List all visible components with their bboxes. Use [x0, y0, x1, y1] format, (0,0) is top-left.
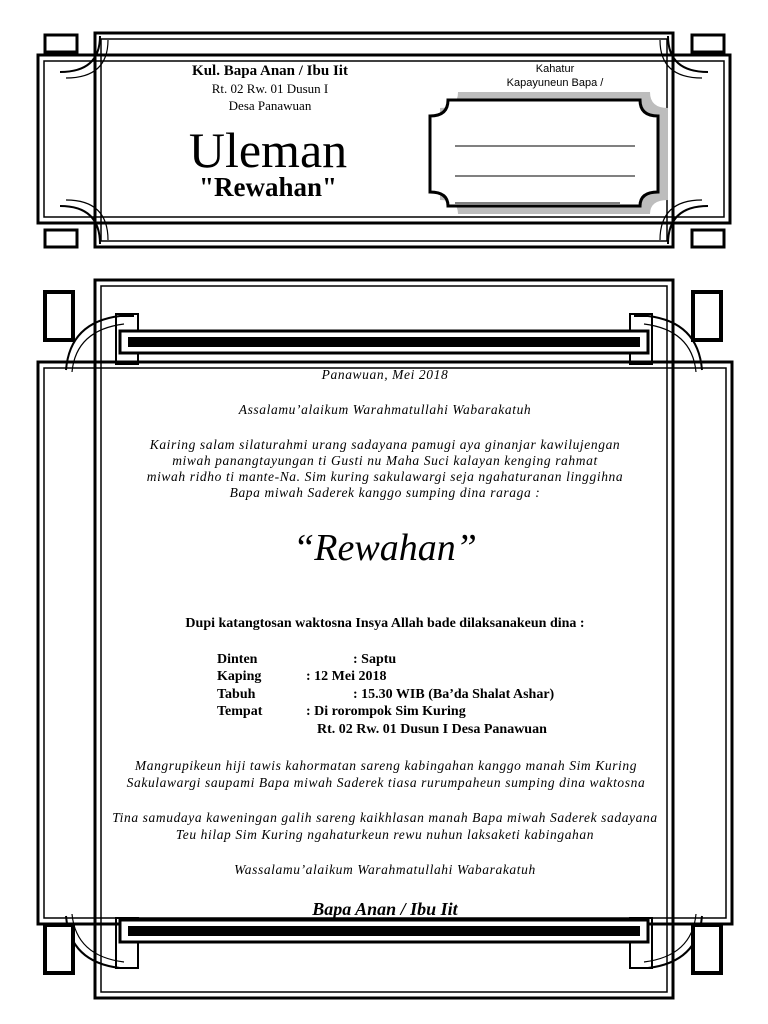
- envelope-subtitle: "Rewahan": [199, 172, 337, 202]
- sender-address-line-1: Rt. 02 Rw. 01 Dusun I: [211, 81, 329, 96]
- recipient-heading: [470, 62, 640, 90]
- detail-tabuh-value: : 15.30 WIB (Ba’da Shalat Ashar): [353, 687, 555, 702]
- sender-address-line-2: Desa Panawuan: [228, 98, 312, 113]
- closing-paragraph-1: [60, 757, 712, 791]
- opening-paragraph: [70, 437, 700, 501]
- detail-tabuh-label: Tabuh: [217, 687, 256, 702]
- invitation-border: [38, 280, 732, 998]
- paragraph-line: miwah panangtayungan ti Gusti nu Maha Suci kalayan kenging rahmat: [172, 453, 598, 468]
- paragraph-line: Bapa miwah Saderek kanggo sumping dina raraga :: [229, 485, 541, 500]
- detail-kaping-label: Kaping: [217, 669, 262, 684]
- paragraph-line: miwah ridho ti mante-Na. Sim kuring sakulawargi seja ngahaturanan linggihna: [146, 469, 624, 484]
- paragraph-line: Kairing salam silaturahmi urang sadayana pamugi aya ginanjar kawilujengan: [149, 437, 621, 452]
- recipient-label-2: Kapayuneun Bapa /: [506, 77, 604, 89]
- detail-tempat-label: Tempat: [217, 704, 263, 719]
- address-label-box: [430, 92, 668, 214]
- closing-line: Mangrupikeun hiji tawis kahormatan sareng kabingahan kanggo manah Sim Kuring: [134, 758, 638, 773]
- detail-dinten-label: Dinten: [217, 652, 258, 667]
- closing-greeting: Wassalamu’alaikum Warahmatullahi Wabarakatuh: [234, 862, 536, 877]
- closing-line: Tina samudaya kaweningan galih sareng kaikhlasan manah Bapa miwah Saderek sadayana: [112, 810, 658, 825]
- closing-paragraph-2: [58, 809, 712, 843]
- schedule-intro: Dupi katangtosan waktosna Insya Allah bade dilaksanakeun dina :: [185, 616, 585, 631]
- closing-line: Teu hilap Sim Kuring ngahaturkeun rewu nuhun laksaketi kabingahan: [175, 827, 595, 842]
- sender-name: Kul. Bapa Anan / Ibu Iit: [192, 63, 348, 79]
- recipient-label-1: Kahatur: [535, 63, 575, 75]
- event-title: “Rewahan”: [293, 527, 477, 569]
- signature: Bapa Anan / Ibu Iit: [312, 899, 458, 919]
- detail-dinten-value: : Saptu: [353, 652, 397, 667]
- opening-greeting: Assalamu’alaikum Warahmatullahi Wabarakatuh: [238, 402, 532, 417]
- detail-tempat-address: Rt. 02 Rw. 01 Dusun I Desa Panawuan: [317, 722, 547, 737]
- place-date: Panawuan, Mei 2018: [321, 367, 449, 382]
- detail-kaping-value: : 12 Mei 2018: [306, 669, 387, 684]
- sender-block: [150, 62, 390, 114]
- detail-tempat-value: : Di rorompok Sim Kuring: [306, 704, 466, 719]
- closing-line: Sakulawargi saupami Bapa miwah Saderek tiasa rurumpaheun sumping dina waktosna: [126, 775, 646, 790]
- invitation-bars: [120, 331, 648, 942]
- envelope-title: Uleman: [188, 122, 348, 178]
